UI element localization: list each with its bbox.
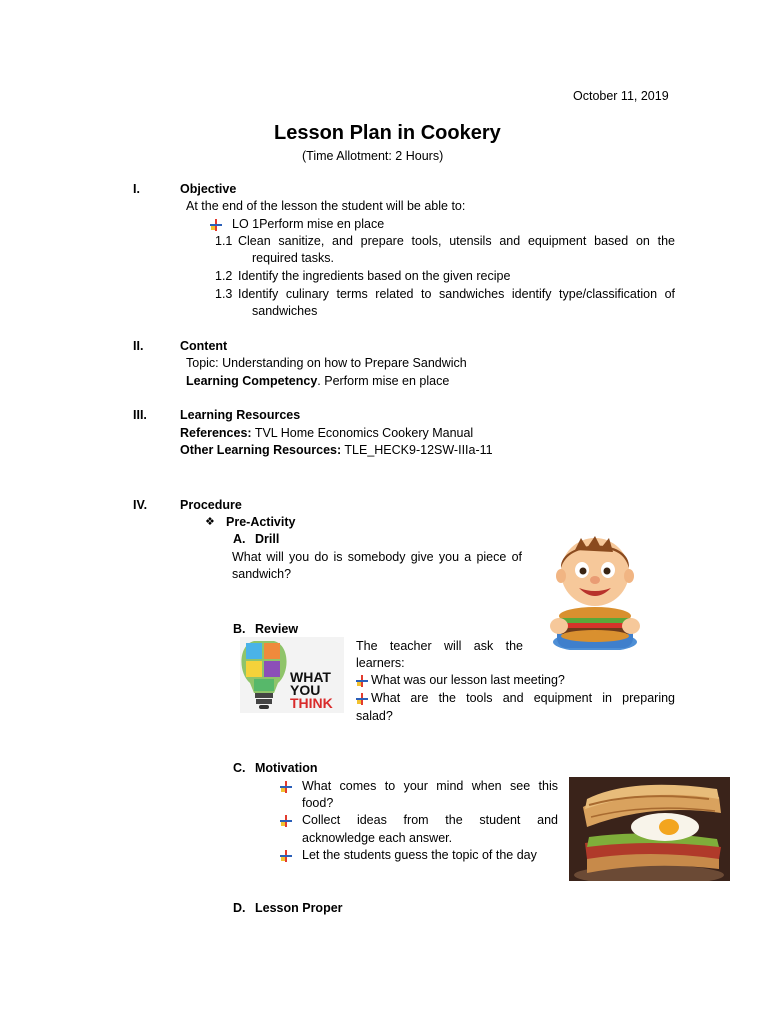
- image-text-what: WHAT: [290, 669, 331, 685]
- review-bullet-text: What was our lesson last meeting?: [371, 673, 565, 687]
- motivation-bullet-text: Collect ideas from the student and: [302, 813, 558, 827]
- bullet-icon: [280, 850, 292, 862]
- what-you-think-image: [240, 637, 344, 713]
- bullet-icon: [356, 693, 368, 705]
- section-heading-content: Content: [180, 339, 228, 353]
- objective-item-text: Identify culinary terms related to sandwiches identify type/classification of: [238, 287, 675, 301]
- pre-activity-heading: Pre-Activity: [226, 515, 296, 529]
- boy-eating-burger-image: [535, 530, 655, 650]
- review-text: The teacher will ask the: [356, 639, 523, 653]
- references-value: TVL Home Economics Cookery Manual: [251, 426, 474, 440]
- content-topic: Topic: Understanding on how to Prepare Sandwich: [186, 356, 467, 370]
- objective-intro: At the end of the lesson the student will be able to:: [186, 199, 466, 213]
- resources-references: [180, 425, 473, 442]
- objective-item-text: Identify the ingredients based on the given recipe: [238, 269, 511, 283]
- sandwich-image: [569, 777, 730, 881]
- objective-item-text-cont: sandwiches: [252, 304, 318, 318]
- page-subtitle: (Time Allotment: 2 Hours): [302, 149, 444, 163]
- bullet-icon: [210, 219, 222, 231]
- learning-outcome: LO 1Perform mise en place: [232, 217, 385, 231]
- motivation-bullet-text: What comes to your mind when see this: [302, 779, 558, 793]
- objective-item-number: 1.3: [215, 287, 233, 301]
- lesson-proper-heading: Lesson Proper: [255, 901, 343, 915]
- review-bullet-text-cont: salad?: [356, 709, 393, 723]
- diamond-bullet-icon: ❖: [205, 516, 215, 528]
- section-heading-objective: Objective: [180, 182, 237, 196]
- page-title: Lesson Plan in Cookery: [274, 122, 501, 144]
- drill-text-cont: sandwich?: [232, 567, 292, 581]
- competency-value: . Perform mise en place: [317, 374, 450, 388]
- content-competency: [186, 373, 449, 390]
- section-number-content: II.: [133, 339, 144, 353]
- objective-item-text: Clean sanitize, and prepare tools, utensils and equipment based on the: [238, 234, 675, 248]
- objective-item-number: 1.1: [215, 234, 233, 248]
- motivation-letter: C.: [233, 761, 246, 775]
- objective-item-number: 1.2: [215, 269, 233, 283]
- other-resources-value: TLE_HECK9-12SW-IIIa-11: [341, 443, 493, 457]
- image-text-think: THINK: [290, 695, 333, 711]
- motivation-bullet-text-cont: acknowledge each answer.: [302, 831, 453, 845]
- bullet-icon: [356, 675, 368, 687]
- section-heading-resources: Learning Resources: [180, 408, 301, 422]
- review-heading: Review: [255, 622, 299, 636]
- motivation-bullet-text: Let the students guess the topic of the day: [302, 848, 537, 862]
- other-resources-label: Other Learning Resources:: [180, 443, 342, 457]
- review-text-cont: learners:: [356, 656, 405, 670]
- motivation-bullet-text-cont: food?: [302, 796, 334, 810]
- section-number-resources: III.: [133, 408, 147, 422]
- resources-other: [180, 442, 493, 459]
- image-text-you: YOU: [290, 682, 321, 698]
- competency-label: Learning Competency: [186, 374, 318, 388]
- section-heading-procedure: Procedure: [180, 498, 242, 512]
- motivation-heading: Motivation: [255, 761, 318, 775]
- drill-text: What will you do is somebody give you a piece of: [232, 550, 522, 564]
- lesson-proper-letter: D.: [233, 901, 246, 915]
- section-number-objective: I.: [133, 182, 140, 196]
- review-letter: B.: [233, 622, 246, 636]
- document-date: October 11, 2019: [573, 89, 669, 103]
- bullet-icon: [280, 781, 292, 793]
- references-label: References:: [180, 426, 252, 440]
- objective-item-text-cont: required tasks.: [252, 251, 334, 265]
- section-number-procedure: IV.: [133, 498, 148, 512]
- drill-heading: Drill: [255, 532, 280, 546]
- drill-letter: A.: [233, 532, 246, 546]
- review-bullet-text: What are the tools and equipment in preparing: [371, 691, 675, 705]
- bullet-icon: [280, 815, 292, 827]
